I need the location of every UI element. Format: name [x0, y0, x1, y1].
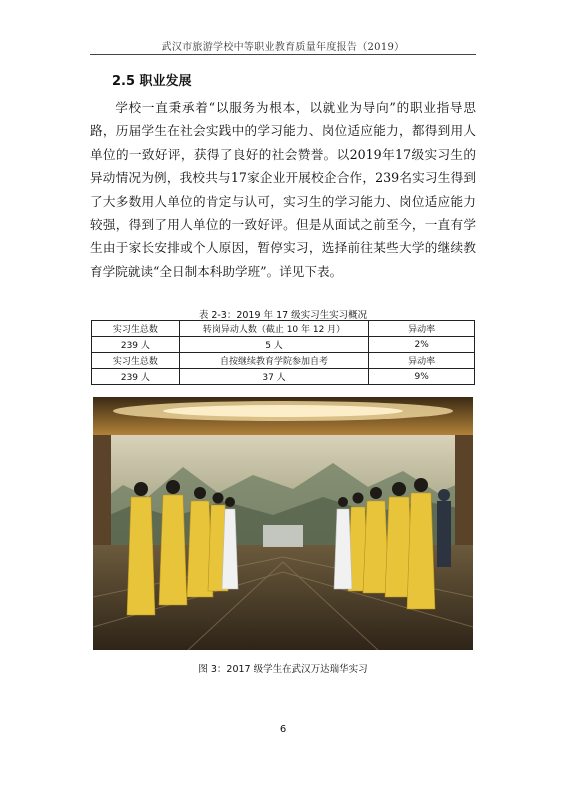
- table-cell: 239 人: [92, 337, 180, 353]
- table-cell: 实习生总数: [92, 353, 180, 369]
- table-row: [92, 353, 475, 369]
- table-cell: 239 人: [92, 369, 180, 385]
- running-header: 武汉市旅游学校中等职业教育质量年度报告（2019）: [161, 42, 405, 53]
- table-cell: 37 人: [179, 369, 368, 385]
- table-row: [92, 369, 475, 385]
- table-caption: 表 2-3：2019 年 17 级实习生实习概况: [198, 310, 368, 321]
- table-row: [92, 321, 475, 337]
- table-cell: 实习生总数: [92, 321, 180, 337]
- figure-caption: 图 3：2017 级学生在武汉万达瑞华实习: [198, 664, 368, 675]
- internship-table: [91, 320, 475, 385]
- table-cell: 异动率: [369, 353, 475, 369]
- hotel-lobby-photo: [93, 397, 473, 650]
- body-paragraph: 学校一直秉承着“以服务为根本，以就业为导向”的职业指导思路，历届学生在社会实践中的学习能力、岗位适应能力，都得到用人单位的一致好评，获得了良好的社会赞誉。以2019年17级实习生的异动情况为例，我校共与17家企业开展校企合作，239名实习生得到了大多数用人单位的肯定与认可，实习生的学习能力、岗位适应能力较强，得到了用人单位的一致好评。但是从面试之前至今，一直有学生由于家长安排或个人原因，暂停实习，选择前往某些大学的继续教育学院就读“全日制本科助学班”。详见下表。: [90, 100, 476, 279]
- page-number: 6: [279, 724, 287, 735]
- table-cell: 9%: [369, 369, 475, 385]
- header-rule: [90, 54, 476, 55]
- table-cell: 2%: [369, 337, 475, 353]
- table-cell: 转岗异动人数（截止 10 年 12 月）: [179, 321, 368, 337]
- section-heading: 2.5 职业发展: [112, 74, 192, 89]
- table-cell: 自按继续教育学院参加自考: [179, 353, 368, 369]
- table-cell: 5 人: [179, 337, 368, 353]
- table-row: [92, 337, 475, 353]
- table-cell: 异动率: [369, 321, 475, 337]
